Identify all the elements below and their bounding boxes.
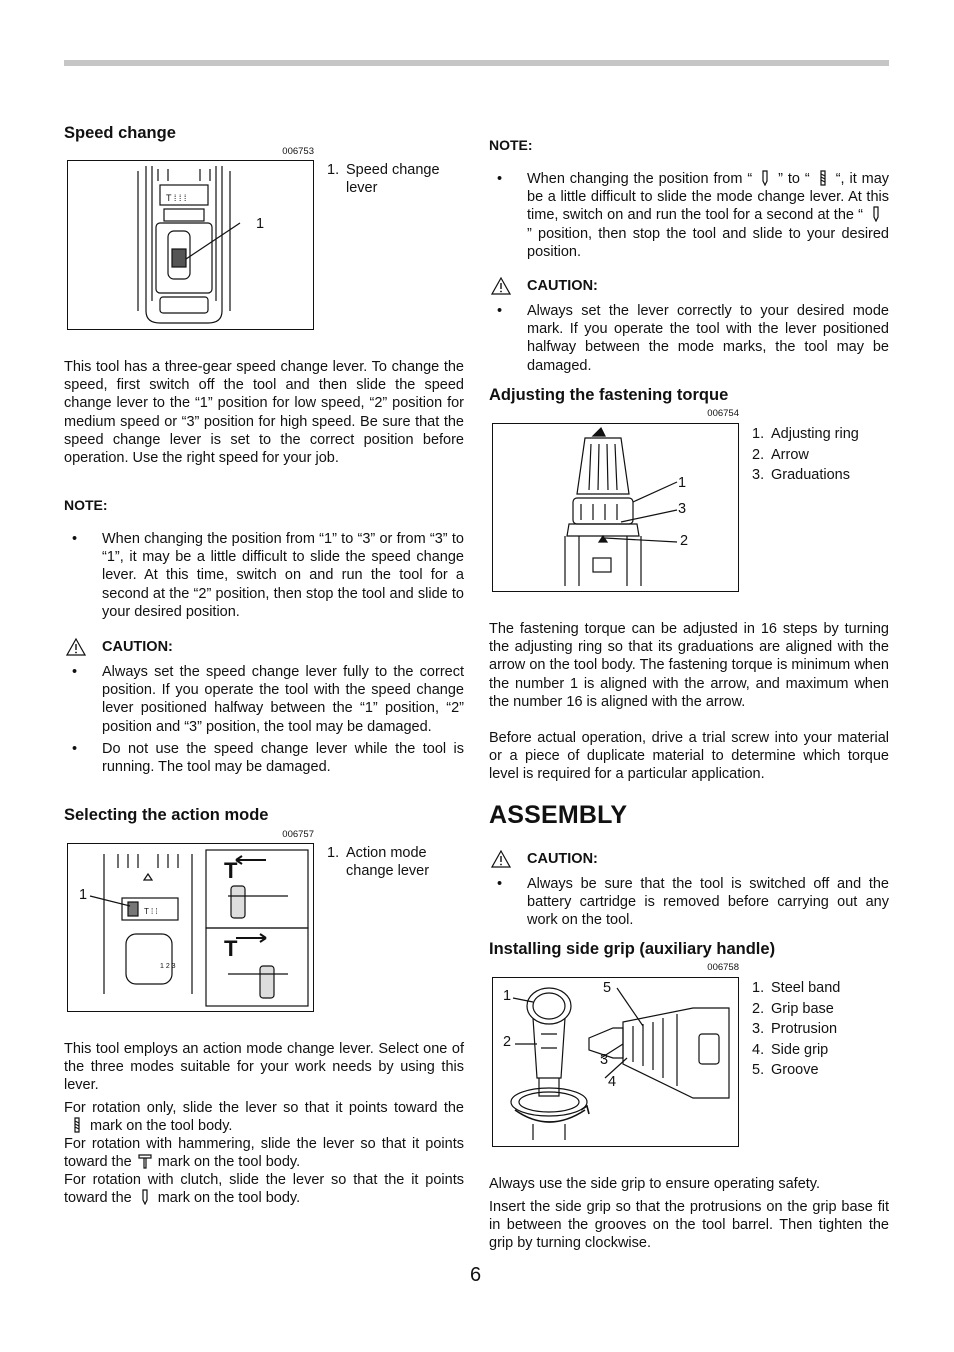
callout-1: 1 xyxy=(79,887,88,903)
note-bullets xyxy=(489,170,889,261)
legend-item: 3. Graduations xyxy=(752,467,850,483)
note-bullets xyxy=(64,530,464,621)
figure-speed-change xyxy=(67,160,314,330)
screw-mode-icon xyxy=(869,206,883,222)
legend-item: 2. Grip base xyxy=(752,1000,834,1017)
callout-1: 1 xyxy=(503,988,512,1004)
rotation-hammer-text: For rotation with hammering, slide the lever so that it points toward the mark on the tool body. xyxy=(64,1136,464,1171)
speed-change-body: This tool has a three-gear speed change lever. To change the speed, first switch off the tool and then slide the speed change lever to the “1” position for low speed, “2” position for medium speed or “3” position for high speed. Be sure that the speed change lever is set to the correct position before operation. Use the right speed for your job. xyxy=(64,359,464,467)
note-label: NOTE: xyxy=(64,497,108,513)
svg-text:T: T xyxy=(224,858,238,883)
legend-torque xyxy=(752,424,882,486)
caution-heading: CAUTION: xyxy=(66,638,173,656)
caution-heading: CAUTION: xyxy=(491,850,598,868)
callout-2: 2 xyxy=(680,533,689,549)
legend-speed-change xyxy=(327,161,457,197)
figure-code: 006753 xyxy=(282,146,314,157)
callout-1: 1 xyxy=(678,475,687,491)
svg-text:T ⁞ ⁞ ⁞: T ⁞ ⁞ ⁞ xyxy=(166,193,187,203)
drill-mode-icon xyxy=(70,1117,84,1133)
callout-4: 4 xyxy=(608,1074,617,1090)
figure-code: 006754 xyxy=(707,408,739,419)
rotation-clutch-text: For rotation with clutch, slide the lever so that the it points toward the mark on the tool body. xyxy=(64,1172,464,1207)
svg-text:T ⁞ ⁞: T ⁞ ⁞ xyxy=(144,907,158,916)
callout-1: 1 xyxy=(256,216,265,232)
legend-item: 4. Side grip xyxy=(752,1041,829,1058)
list-item: • Always set the lever correctly to your desired mode mark. If you operate the tool with the lever positioned halfway between the mode marks, the tool may be damaged. xyxy=(497,303,889,374)
legend-action-mode xyxy=(327,844,457,880)
svg-text:T: T xyxy=(224,936,238,961)
figure-side-grip xyxy=(492,977,739,1147)
section-heading-assembly: ASSEMBLY xyxy=(489,801,628,829)
figure-action-mode xyxy=(67,843,314,1012)
callout-3: 3 xyxy=(678,501,687,517)
action-mode-body: This tool employs an action mode change lever. Select one of the three modes suitable for your work needs by using this lever. xyxy=(64,1041,464,1094)
drill-mode-icon xyxy=(816,170,830,186)
list-item: • Always set the speed change lever fully to the correct position. If you operate the tool with the speed change lever positioned halfway between the “1” position, “2” position and “3” position, the tool may be damaged. xyxy=(72,664,464,735)
legend-item: 3. Protrusion xyxy=(752,1021,838,1037)
callout-3: 3 xyxy=(600,1052,609,1068)
legend-side-grip xyxy=(752,978,882,1081)
figure-torque xyxy=(492,423,739,592)
legend-item: 5. Groove xyxy=(752,1062,819,1078)
warning-icon xyxy=(491,850,511,868)
section-heading-side-grip: Installing side grip (auxiliary handle) xyxy=(489,940,776,958)
list-item: • When changing the position from “1” to “3” or from “3” to “1”, it may be a little difficult to slide the speed change lever. At this time, switch on and run the tool for a second at the “2” position, then stop the tool and slide to your desired position. xyxy=(72,531,464,620)
warning-icon xyxy=(66,638,86,656)
section-heading-action-mode: Selecting the action mode xyxy=(64,806,269,824)
legend-item: 1. Steel band xyxy=(752,980,841,996)
side-grip-body-1: Always use the side grip to ensure operating safety. xyxy=(489,1176,821,1192)
header-rule xyxy=(64,60,889,66)
list-item: • Always be sure that the tool is switched off and the battery cartridge is removed before carrying out any work on the tool. xyxy=(497,876,889,929)
section-heading-speed-change: Speed change xyxy=(64,124,176,142)
section-heading-torque: Adjusting the fastening torque xyxy=(489,386,729,404)
legend-item: 1. Action mode change lever xyxy=(327,845,430,879)
caution-heading: CAUTION: xyxy=(491,277,598,295)
screw-mode-icon xyxy=(138,1189,152,1205)
callout-5: 5 xyxy=(603,980,612,996)
side-grip-body-2: Insert the side grip so that the protrusions on the grip base fit in between the grooves on the tool barrel. Then tighten the grip by turning clockwise. xyxy=(489,1199,889,1252)
callout-2: 2 xyxy=(503,1034,512,1050)
torque-body-2: Before actual operation, drive a trial screw into your material or a piece of duplicate material to determine which torque level is required for a particular application. xyxy=(489,730,889,783)
hammer-mode-icon xyxy=(138,1153,152,1169)
figure-code: 006757 xyxy=(282,829,314,840)
list-item: • Do not use the speed change lever while the tool is running. The tool may be damaged. xyxy=(72,740,464,776)
caution-bullets xyxy=(489,875,889,930)
caution-bullets xyxy=(64,663,464,776)
legend-item: 1. Speed change lever xyxy=(327,162,440,196)
legend-item: 1. Adjusting ring xyxy=(752,426,859,442)
rotation-only-text: For rotation only, slide the lever so that it points toward themark on the tool body. xyxy=(64,1100,464,1135)
warning-icon xyxy=(491,277,511,295)
list-item: • When changing the position from “ ” to “ “, it may be a little difficult to slide the mode change lever. At this time, switch on and run the tool for a second at the “” position, then stop the tool and slide to your desired position. xyxy=(497,171,890,260)
caution-bullets xyxy=(489,302,889,375)
torque-body-1: The fastening torque can be adjusted in 16 steps by turning the adjusting ring so that its graduations are aligned with the arrow on the tool body. The fastening torque is minimum when the number 1 is aligned with the arrow, and maximum when the number 16 is aligned with the arrow. xyxy=(489,621,889,710)
screw-mode-icon xyxy=(758,170,772,186)
legend-item: 2. Arrow xyxy=(752,446,809,463)
note-label: NOTE: xyxy=(489,137,533,153)
figure-code: 006758 xyxy=(707,962,739,973)
svg-text:1 2 3: 1 2 3 xyxy=(160,963,176,970)
page-number: 6 xyxy=(470,1264,482,1286)
